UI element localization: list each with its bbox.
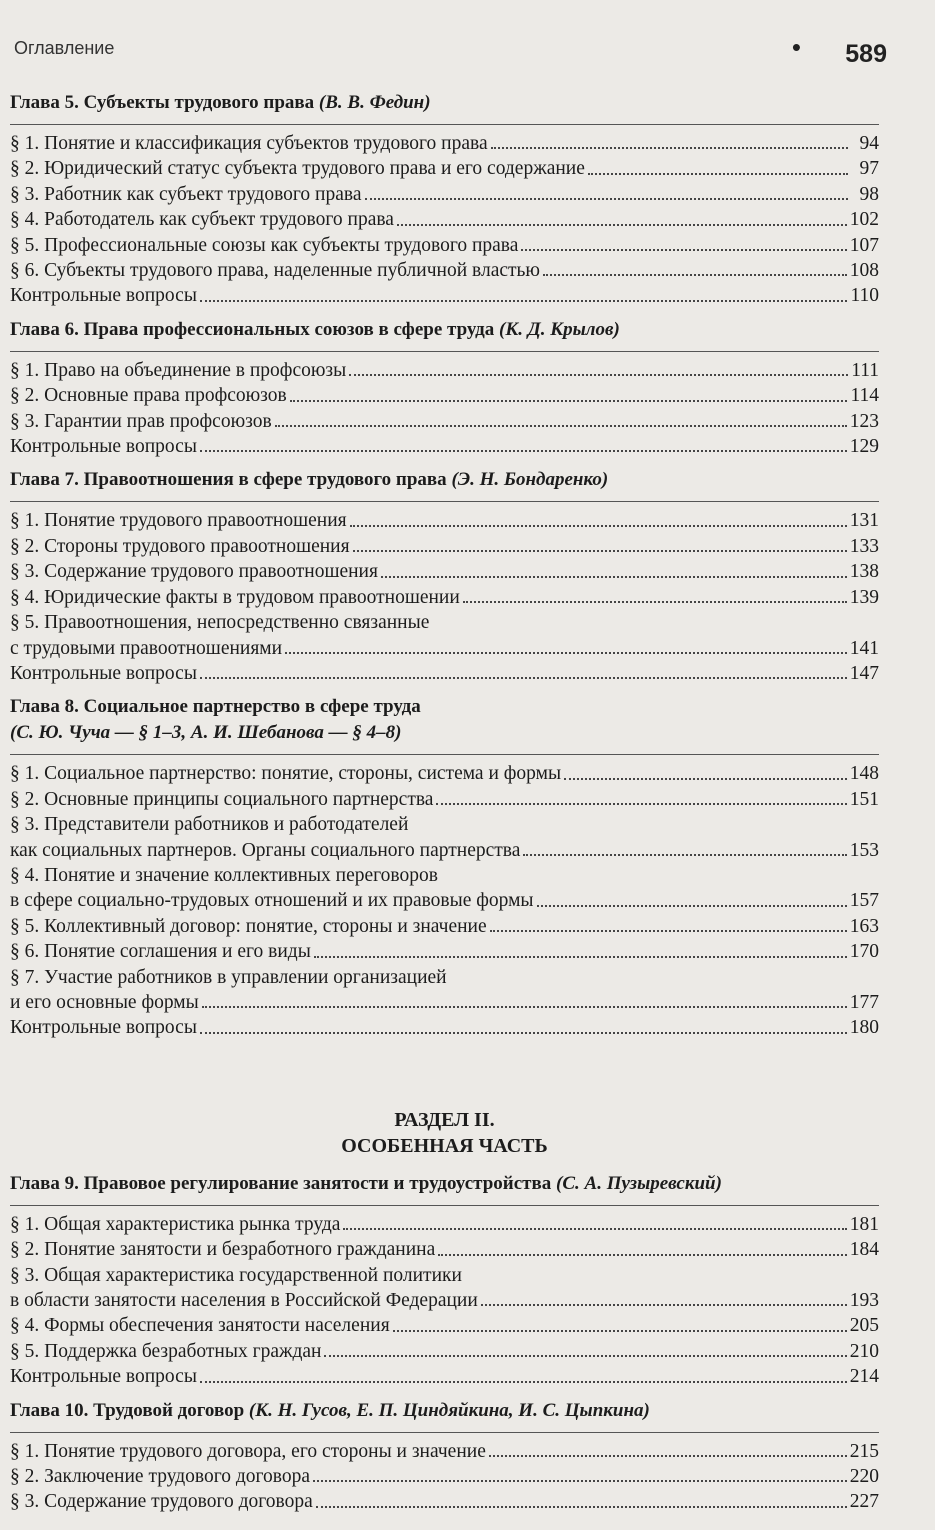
leader-dots <box>316 1506 847 1508</box>
toc-page-number: 220 <box>849 1466 879 1488</box>
chapter-heading <box>10 1394 879 1430</box>
chapter <box>10 690 879 1040</box>
chapter <box>10 463 879 686</box>
toc-entry-text: § 5. Профессиональные союзы как субъекты трудового права <box>10 234 519 256</box>
toc-entry[interactable] <box>10 1288 879 1313</box>
toc-page-number: 123 <box>849 410 879 432</box>
toc-page-number: 177 <box>849 991 879 1013</box>
toc-page-number: 153 <box>849 839 879 861</box>
toc-entry[interactable] <box>10 1015 879 1040</box>
toc-entry-text-continued: и его основные формы <box>10 991 199 1013</box>
toc-page-number: 215 <box>849 1440 879 1462</box>
chapter-authors: (Э. Н. Бондаренко) <box>451 469 609 491</box>
toc-entry[interactable] <box>10 409 879 434</box>
chapter-rule <box>10 754 879 755</box>
toc-page-number: 214 <box>849 1366 879 1388</box>
toc-entry-text: § 4. Работодатель как субъект трудового права <box>10 209 394 231</box>
toc-page-number: 147 <box>849 662 879 684</box>
toc-entry-text: § 3. Гарантии прав профсоюзов <box>10 410 272 432</box>
toc-entry[interactable] <box>10 207 879 232</box>
toc-entry[interactable] <box>10 283 879 308</box>
toc-entry[interactable] <box>10 838 879 863</box>
leader-dots <box>202 1006 847 1008</box>
leader-dots <box>489 1455 847 1457</box>
toc-entry[interactable] <box>10 233 879 258</box>
toc-entry-text[interactable]: § 5. Правоотношения, непосредственно связанные <box>10 612 430 634</box>
toc-entry-text-continued: как социальных партнеров. Органы социального партнерства <box>10 839 521 861</box>
leader-dots <box>353 550 847 552</box>
toc-page-number: 102 <box>849 209 879 231</box>
chapter-rule <box>10 501 879 502</box>
toc-entry-text-continued: в сфере социально-трудовых отношений и их правовые формы <box>10 890 534 912</box>
toc-entry-text-continued: в области занятости населения в Российской Федерации <box>10 1290 478 1311</box>
leader-dots <box>313 1480 847 1482</box>
part-title: ОСОБЕННАЯ ЧАСТЬ <box>341 1134 548 1157</box>
running-head-title: Оглавление <box>14 38 115 58</box>
chapter <box>10 313 879 460</box>
toc-entry-text: Контрольные вопросы <box>10 662 197 684</box>
toc-entry[interactable] <box>10 1212 879 1237</box>
chapter-heading <box>10 313 879 349</box>
toc-page-number: 181 <box>849 1213 879 1235</box>
toc-entry-text: § 6. Субъекты трудового права, наделенные публичной властью <box>10 260 540 282</box>
toc-entry-text: Контрольные вопросы <box>10 436 197 458</box>
leader-dots <box>365 198 849 200</box>
chapter-title: Глава 5. Субъекты трудового права <box>10 92 315 113</box>
toc-entry-text: § 2. Заключение трудового договора <box>10 1466 311 1488</box>
toc-entry-text: § 1. Право на объединение в профсоюзы <box>10 359 347 381</box>
leader-dots <box>290 400 848 402</box>
toc-entry-text-continued: с трудовыми правоотношениями <box>10 637 283 659</box>
leader-dots <box>490 930 847 932</box>
leader-dots <box>463 601 847 603</box>
toc-page-number: 97 <box>859 158 879 180</box>
chapter-title: Глава 9. Правовое регулирование занятости и трудоустройства <box>10 1172 552 1194</box>
toc-entry[interactable] <box>10 508 879 533</box>
toc-entry-text: § 1. Понятие трудового правоотношения <box>10 510 347 532</box>
toc-entry-text: § 1. Понятие трудового договора, его стороны и значение <box>10 1440 486 1462</box>
toc-entry-text: Контрольные вопросы <box>10 285 197 307</box>
toc-entry[interactable] <box>10 888 879 913</box>
toc-page-number: 193 <box>849 1290 879 1311</box>
toc-entry[interactable] <box>10 358 879 383</box>
chapter <box>10 1394 879 1515</box>
table-of-contents <box>10 86 879 1519</box>
toc-entry[interactable] <box>10 156 879 181</box>
toc-page-number: 133 <box>849 535 879 557</box>
toc-entry[interactable] <box>10 258 879 283</box>
toc-page-number: 227 <box>849 1491 879 1513</box>
chapters-list <box>10 86 879 1041</box>
chapter-heading <box>10 1167 879 1203</box>
toc-entry[interactable] <box>10 559 879 584</box>
toc-page-number: 114 <box>850 385 879 407</box>
leader-dots <box>200 450 847 452</box>
toc-page-number: 111 <box>851 359 879 381</box>
running-head-bullet: • <box>791 32 801 62</box>
page-number: 589 <box>845 40 887 68</box>
toc-entry-text: § 3. Работник как субъект трудового права <box>10 183 362 205</box>
toc-entry-text: § 5. Коллективный договор: понятие, стороны и значение <box>10 915 487 937</box>
leader-dots <box>393 1330 847 1332</box>
toc-page-number: 108 <box>849 260 879 282</box>
toc-page-number: 131 <box>849 510 879 532</box>
toc-page-number: 129 <box>849 436 879 458</box>
chapters-list-part-2 <box>10 1167 879 1515</box>
toc-entry[interactable] <box>10 434 879 459</box>
toc-entry[interactable] <box>10 939 879 964</box>
toc-entry-text: § 2. Стороны трудового правоотношения <box>10 535 350 557</box>
leader-dots <box>314 956 847 958</box>
chapter-heading <box>10 690 879 752</box>
chapter-rule <box>10 124 879 125</box>
part-number: РАЗДЕЛ II. <box>394 1108 495 1131</box>
chapter-authors: (С. Ю. Чуча — § 1–3, А. И. Шебанова — § 4–8) <box>10 722 402 744</box>
toc-page-number: 170 <box>849 941 879 963</box>
leader-dots <box>349 374 848 376</box>
toc-entry-text: § 4. Юридические факты в трудовом правоотношении <box>10 586 460 608</box>
toc-entry[interactable] <box>10 1313 879 1338</box>
leader-dots <box>200 1032 847 1034</box>
running-head <box>14 30 887 70</box>
toc-entry[interactable] <box>10 787 879 812</box>
toc-page-number: 184 <box>849 1239 879 1261</box>
leader-dots <box>521 249 846 251</box>
toc-entry-text: Контрольные вопросы <box>10 1366 197 1388</box>
toc-entry[interactable] <box>10 661 879 686</box>
toc-page-number: 180 <box>849 1017 879 1039</box>
toc-entry-text[interactable]: § 7. Участие работников в управлении организацией <box>10 966 447 988</box>
toc-entry-text: § 1. Общая характеристика рынка труда <box>10 1213 341 1235</box>
chapter-authors: (К. Н. Гусов, Е. П. Циндяйкина, И. С. Цыпкина) <box>248 1399 650 1421</box>
toc-page-number: 107 <box>849 234 879 256</box>
toc-entry-text: § 3. Содержание трудового договора <box>10 1491 313 1513</box>
leader-dots <box>491 147 848 149</box>
leader-dots <box>324 1355 846 1357</box>
toc-entry[interactable] <box>10 1339 879 1364</box>
toc-entry-text: § 1. Понятие и классификация субъектов трудового права <box>10 133 488 154</box>
chapter-rule <box>10 351 879 352</box>
leader-dots <box>285 652 847 654</box>
toc-entry[interactable] <box>10 182 879 207</box>
toc-page-number: 148 <box>849 763 879 785</box>
toc-entry-text: § 3. Содержание трудового правоотношения <box>10 561 378 583</box>
leader-dots <box>275 425 847 427</box>
toc-page-number: 139 <box>849 586 879 608</box>
toc-page-number: 94 <box>859 133 879 154</box>
leader-dots <box>381 576 847 578</box>
leader-dots <box>343 1228 846 1230</box>
toc-entry[interactable] <box>10 1464 879 1489</box>
toc-page-number: 151 <box>849 788 879 810</box>
chapter-authors: (С. А. Пузыревский) <box>556 1172 722 1194</box>
toc-page-number: 138 <box>849 561 879 583</box>
leader-dots <box>543 274 847 276</box>
toc-entry[interactable] <box>10 914 879 939</box>
part-heading <box>10 1107 879 1159</box>
chapter-authors: (В. В. Федин) <box>318 92 431 113</box>
toc-entry-text[interactable]: § 3. Общая характеристика государственной политики <box>10 1264 462 1286</box>
toc-entry-text: § 2. Понятие занятости и безработного гражданина <box>10 1239 436 1261</box>
leader-dots <box>438 1254 847 1256</box>
toc-entry[interactable] <box>10 1439 879 1464</box>
toc-page-number: 141 <box>849 637 879 659</box>
toc-page-number: 163 <box>849 915 879 937</box>
leader-dots <box>564 778 847 780</box>
toc-entry-text: § 2. Основные принципы социального партнерства <box>10 788 434 810</box>
chapter-title: Глава 7. Правоотношения в сфере трудового права <box>10 469 447 491</box>
leader-dots <box>588 173 848 175</box>
chapter-rule <box>10 1205 879 1206</box>
chapter-heading <box>10 463 879 499</box>
leader-dots <box>350 525 847 527</box>
leader-dots <box>200 1381 847 1383</box>
toc-entry-text[interactable]: § 4. Понятие и значение коллективных переговоров <box>10 864 438 886</box>
toc-page-number: 110 <box>850 285 879 307</box>
chapter-authors: (К. Д. Крылов) <box>499 318 620 340</box>
toc-entry-text: § 4. Формы обеспечения занятости населения <box>10 1315 390 1337</box>
leader-dots <box>200 677 847 679</box>
chapter-title: Глава 6. Права профессиональных союзов в сфере труда <box>10 318 495 340</box>
chapter-heading <box>10 86 879 122</box>
leader-dots <box>523 854 846 856</box>
toc-entry[interactable] <box>10 761 879 786</box>
toc-entry-text: § 2. Основные права профсоюзов <box>10 385 287 407</box>
toc-entry-text: § 2. Юридический статус субъекта трудового права и его содержание <box>10 158 585 180</box>
toc-page-number: 205 <box>849 1315 879 1337</box>
toc-page-number: 98 <box>859 183 879 205</box>
chapter-rule <box>10 1432 879 1433</box>
leader-dots <box>481 1304 847 1306</box>
toc-entry-text: § 1. Социальное партнерство: понятие, стороны, система и формы <box>10 763 562 785</box>
leader-dots <box>200 300 848 302</box>
toc-entry[interactable] <box>10 990 879 1015</box>
chapter <box>10 1167 879 1390</box>
leader-dots <box>397 224 847 226</box>
toc-entry[interactable] <box>10 636 879 661</box>
chapter-title: Глава 10. Трудовой договор <box>10 1399 245 1421</box>
leader-dots <box>436 803 846 805</box>
toc-entry-text[interactable]: § 3. Представители работников и работодателей <box>10 814 409 836</box>
toc-entry[interactable] <box>10 131 879 156</box>
toc-entry-text: § 6. Понятие соглашения и его виды <box>10 941 311 963</box>
leader-dots <box>537 905 847 907</box>
chapter-title: Глава 8. Социальное партнерство в сфере труда <box>10 696 421 718</box>
toc-entry-text: Контрольные вопросы <box>10 1017 197 1039</box>
toc-entry-text: § 5. Поддержка безработных граждан <box>10 1340 322 1362</box>
toc-entry[interactable] <box>10 1237 879 1262</box>
toc-page-number: 210 <box>849 1340 879 1362</box>
toc-entry[interactable] <box>10 585 879 610</box>
toc-entry[interactable] <box>10 1489 879 1514</box>
toc-entry[interactable] <box>10 534 879 559</box>
toc-page-number: 157 <box>849 890 879 912</box>
toc-entry[interactable] <box>10 383 879 408</box>
chapter <box>10 86 879 309</box>
toc-entry[interactable] <box>10 1364 879 1389</box>
